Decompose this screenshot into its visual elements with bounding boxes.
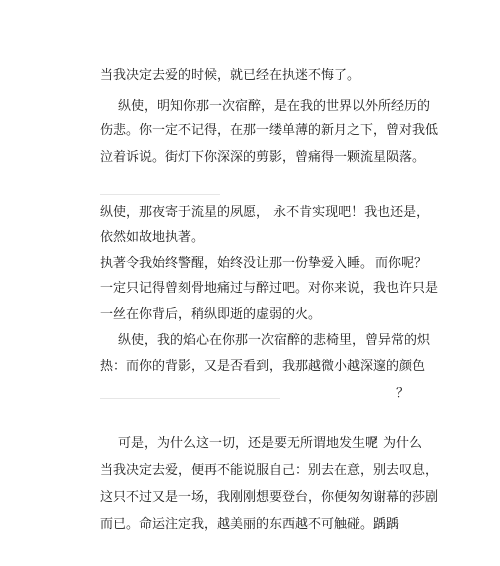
text-line-9: 一定只记得曾刻骨地痛过与醉过吧。对你来说，我也许只是 bbox=[100, 281, 439, 296]
text-line-4: 泣着诉说。街灯下你深深的剪影，曾痛得一颗流星陨落。 bbox=[100, 150, 426, 165]
text-line-5: 纵使，那夜寄于流星的夙愿， 永不肯实现吧！我也还是， bbox=[100, 205, 430, 220]
text-line-11: 纵使，我的焰心在你那一次宿醉的悲椅里，曾异常的炽 bbox=[118, 333, 431, 348]
text-line-2: 纵使，明知你那一次宿醉，是在我的世界以外所经历的 bbox=[118, 99, 431, 114]
faint-divider bbox=[100, 194, 220, 195]
faint-divider bbox=[100, 398, 280, 399]
text-line-10: 一丝在你背后，稍纵即逝的虚弱的火。 bbox=[100, 307, 322, 322]
text-line-16: 当我决定去爱，便再不能说服自己：别去在意，别去叹息， bbox=[100, 463, 439, 478]
text-line-6: 依然如故地执著。 bbox=[100, 230, 205, 245]
text-line-1: 当我决定去爱的时候，就已经在执迷不悔了。 bbox=[100, 68, 361, 83]
text-line-18: 而已。命运注定我，越美丽的东西越不可触碰。踽踽 bbox=[100, 517, 400, 532]
text-line-7: 执著令我始终警醒，始终没让那一份挚爱入睡。 bbox=[100, 256, 374, 271]
text-line-8: 而你呢？ bbox=[375, 256, 428, 271]
text-line-15: ？为什么 bbox=[370, 436, 423, 451]
text-line-13: ？ bbox=[396, 386, 410, 401]
text-line-14: 可是，为什么这一切，还是要无所谓地发生呢 bbox=[118, 436, 379, 451]
text-line-3: 伤悲。你一定不记得，在那一缕单薄的新月之下，曾对我低 bbox=[100, 123, 439, 138]
text-line-17: 这只不过又是一场，我刚刚想要登台，你便匆匆谢幕的莎剧 bbox=[100, 490, 439, 505]
text-line-12: 热：而你的背影，又是否看到，我那越微小越深邃的颜色 bbox=[100, 359, 426, 374]
